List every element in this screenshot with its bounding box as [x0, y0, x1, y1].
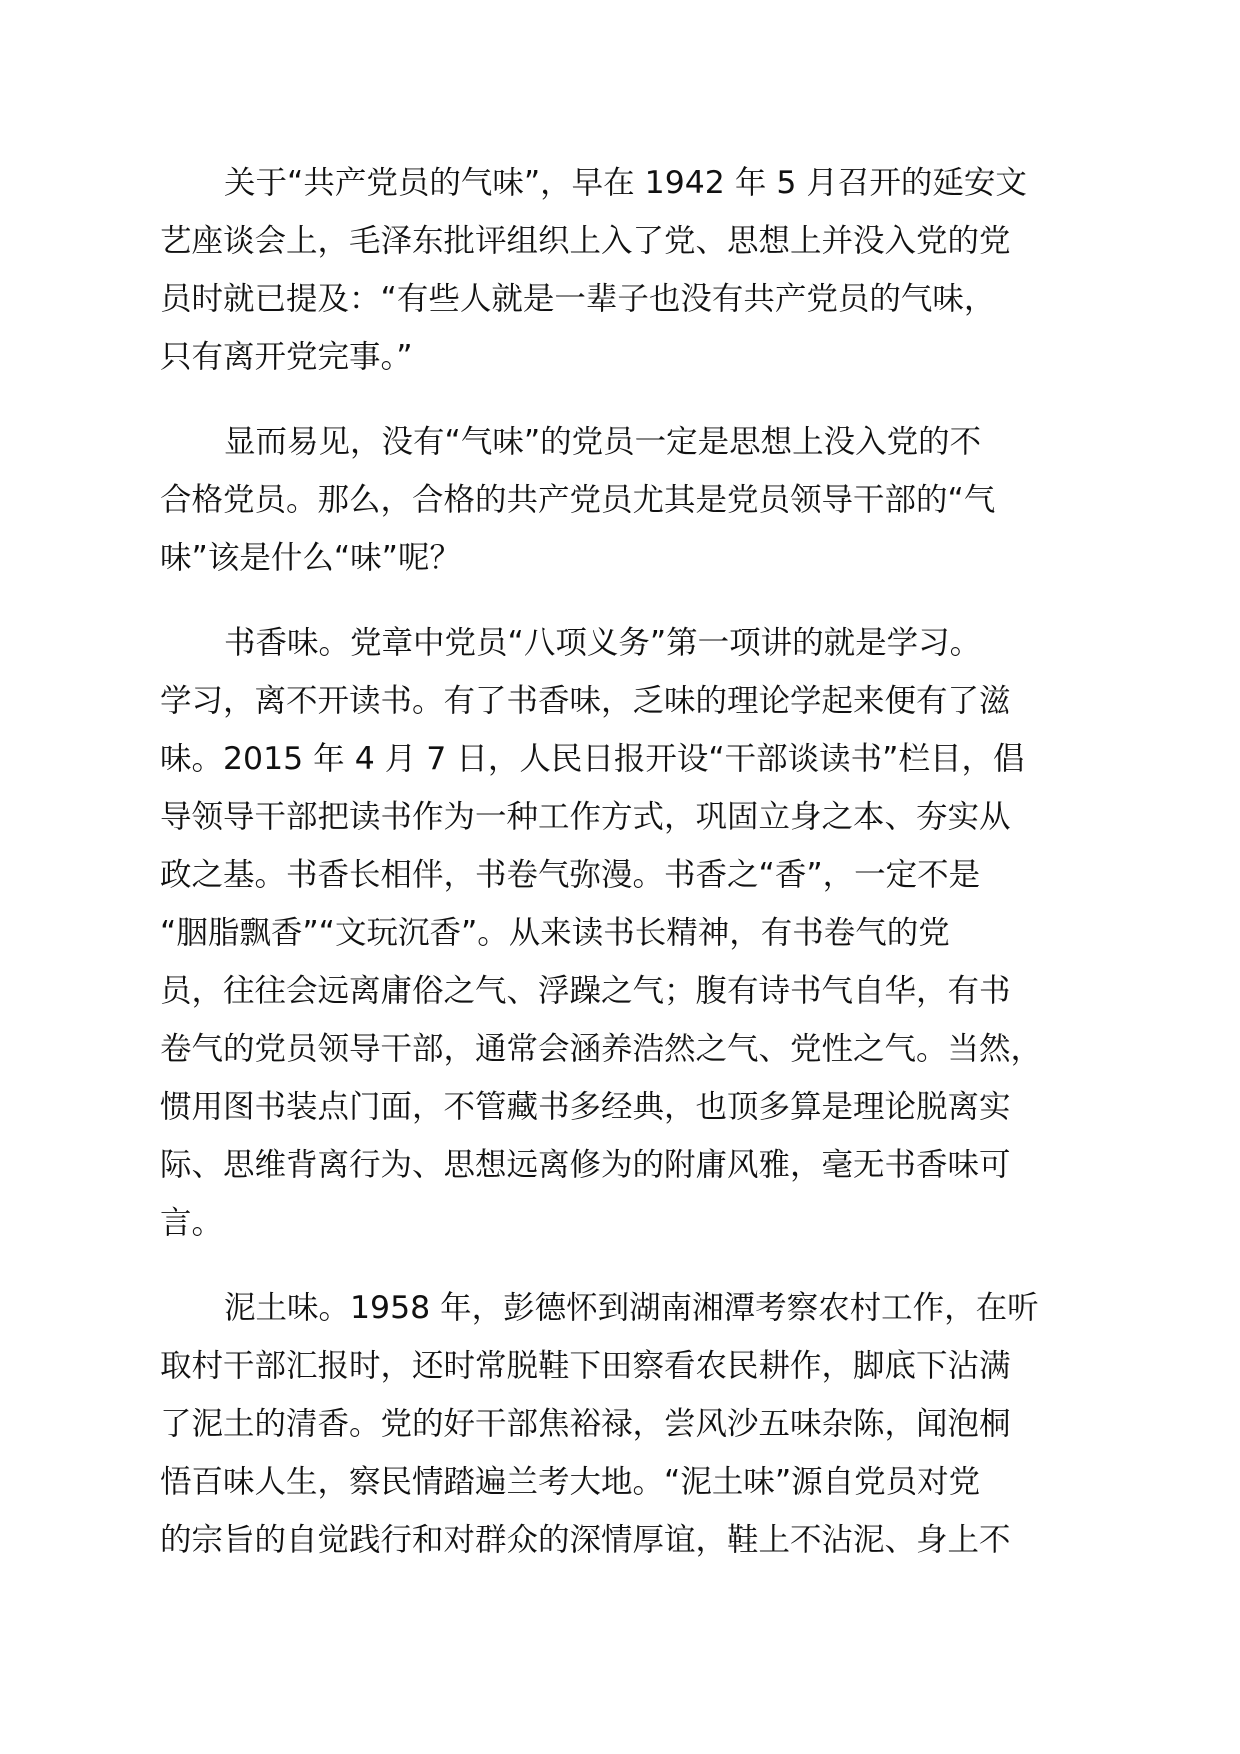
document-body [160, 154, 1100, 1596]
text-line: 卷气的党员领导干部，通常会涵养浩然之气、党性之气。当然， [160, 1031, 1043, 1067]
paragraph-2 [160, 413, 1100, 587]
text-line: 取村干部汇报时，还时常脱鞋下田察看农民耕作，脚底下沾满 [160, 1348, 1011, 1384]
text-line: 味。2015 年 4 月 7 日，人民日报开设“干部谈读书”栏目，倡 [160, 741, 1025, 777]
text-line: 惯用图书装点门面，不管藏书多经典，也顶多算是理论脱离实 [160, 1089, 1011, 1125]
text-line: 学习，离不开读书。有了书香味，乏味的理论学起来便有了滋 [160, 683, 1011, 719]
text-line: 悟百味人生，察民情踏遍兰考大地。“泥土味”源自党员对党 [160, 1464, 981, 1500]
text-line: 关于“共产党员的气味”，早在 1942 年 5 月召开的延安文 [224, 165, 1027, 201]
text-line: 导领导干部把读书作为一种工作方式，巩固立身之本、夯实从 [160, 799, 1011, 835]
text-line: 艺座谈会上，毛泽东批评组织上入了党、思想上并没入党的党 [160, 223, 1011, 259]
text-line: 味”该是什么“味”呢？ [160, 540, 461, 576]
text-line: 言。 [160, 1205, 224, 1241]
text-line: 员，往往会远离庸俗之气、浮躁之气；腹有诗书气自华，有书 [160, 973, 1011, 1009]
text-line: 的宗旨的自觉践行和对群众的深情厚谊，鞋上不沾泥、身上不 [160, 1522, 1011, 1558]
text-line: 合格党员。那么，合格的共产党员尤其是党员领导干部的“气 [160, 482, 996, 518]
text-line: “胭脂飘香”“文玩沉香”。从来读书长精神，有书卷气的党 [160, 915, 950, 951]
paragraph-1 [160, 154, 1100, 386]
text-line: 际、思维背离行为、思想远离修为的附庸风雅，毫无书香味可 [160, 1147, 1011, 1183]
paragraph-3 [160, 614, 1100, 1252]
text-line: 员时就已提及：“有些人就是一辈子也没有共产党员的气味， [160, 281, 996, 317]
text-line: 只有离开党完事。” [160, 339, 413, 375]
text-line: 了泥土的清香。党的好干部焦裕禄，尝风沙五味杂陈，闻泡桐 [160, 1406, 1011, 1442]
paragraph-4 [160, 1279, 1100, 1569]
text-line: 政之基。书香长相伴，书卷气弥漫。书香之“香”，一定不是 [160, 857, 981, 893]
text-line: 显而易见，没有“气味”的党员一定是思想上没入党的不 [224, 424, 982, 460]
text-line: 泥土味。1958 年，彭德怀到湖南湘潭考察农村工作，在听 [224, 1290, 1039, 1326]
text-line: 书香味。党章中党员“八项义务”第一项讲的就是学习。 [224, 625, 982, 661]
